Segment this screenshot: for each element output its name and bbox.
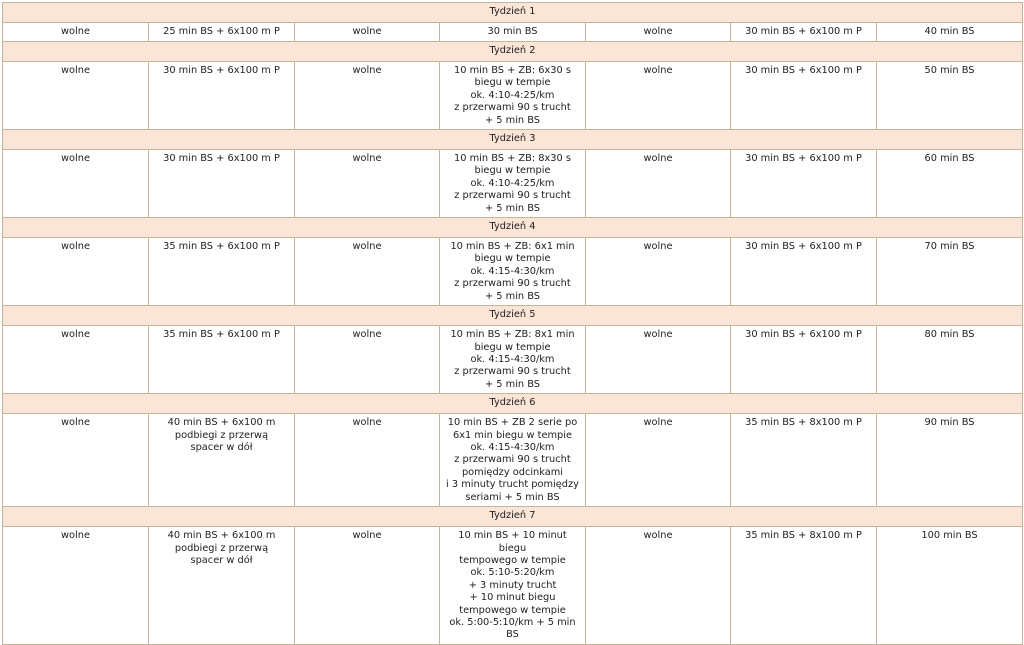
week-title: Tydzień 6 [3,394,1023,414]
week-days-row [3,238,1023,306]
day-cell-monday: wolne [3,414,149,507]
day-cell-monday: wolne [3,527,149,645]
day-cell-wednesday: wolne [295,23,440,42]
day-cell-friday: wolne [586,150,731,218]
day-cell-tuesday: 30 min BS + 6x100 m P [149,62,295,130]
day-cell-sunday: 70 min BS [877,238,1023,306]
training-plan-table [2,2,1023,645]
week-title: Tydzień 5 [3,306,1023,326]
week-header-row [3,42,1023,62]
day-cell-monday: wolne [3,326,149,394]
week-header-row [3,507,1023,527]
week-title: Tydzień 3 [3,130,1023,150]
day-cell-sunday: 80 min BS [877,326,1023,394]
day-cell-wednesday: wolne [295,238,440,306]
day-cell-friday: wolne [586,62,731,130]
week-header-row [3,3,1023,23]
day-cell-friday: wolne [586,238,731,306]
week-header-row [3,394,1023,414]
day-cell-tuesday: 40 min BS + 6x100 m podbiegi z przerwą spacer w dół [149,414,295,507]
week-title: Tydzień 2 [3,42,1023,62]
day-cell-friday: wolne [586,23,731,42]
day-cell-tuesday: 40 min BS + 6x100 m podbiegi z przerwą spacer w dół [149,527,295,645]
day-cell-sunday: 60 min BS [877,150,1023,218]
day-cell-monday: wolne [3,150,149,218]
week-days-row [3,23,1023,42]
day-cell-saturday: 30 min BS + 6x100 m P [731,62,877,130]
week-days-row [3,326,1023,394]
day-cell-thursday: 30 min BS [440,23,586,42]
day-cell-tuesday: 30 min BS + 6x100 m P [149,150,295,218]
day-cell-wednesday: wolne [295,326,440,394]
day-cell-friday: wolne [586,527,731,645]
day-cell-thursday: 10 min BS + 10 minut biegu tempowego w tempie ok. 5:10-5:20/km + 3 minuty trucht + 10 minut biegu tempowego w tempie ok. 5:00-5:10/km + 5 min BS [440,527,586,645]
day-cell-thursday: 10 min BS + ZB: 8x1 min biegu w tempie ok. 4:15-4:30/km z przerwami 90 s trucht + 5 min BS [440,326,586,394]
day-cell-saturday: 30 min BS + 6x100 m P [731,326,877,394]
day-cell-monday: wolne [3,238,149,306]
day-cell-wednesday: wolne [295,527,440,645]
day-cell-monday: wolne [3,62,149,130]
week-header-row [3,306,1023,326]
day-cell-saturday: 35 min BS + 8x100 m P [731,527,877,645]
day-cell-sunday: 40 min BS [877,23,1023,42]
week-days-row [3,62,1023,130]
day-cell-friday: wolne [586,414,731,507]
day-cell-saturday: 30 min BS + 6x100 m P [731,23,877,42]
day-cell-sunday: 50 min BS [877,62,1023,130]
day-cell-thursday: 10 min BS + ZB 2 serie po 6x1 min biegu w tempie ok. 4:15-4:30/km z przerwami 90 s trucht pomiędzy odcinkami i 3 minuty trucht pomiędzy seriami + 5 min BS [440,414,586,507]
day-cell-sunday: 90 min BS [877,414,1023,507]
day-cell-monday: wolne [3,23,149,42]
day-cell-sunday: 100 min BS [877,527,1023,645]
day-cell-wednesday: wolne [295,414,440,507]
day-cell-tuesday: 35 min BS + 6x100 m P [149,326,295,394]
week-header-row [3,218,1023,238]
day-cell-tuesday: 35 min BS + 6x100 m P [149,238,295,306]
day-cell-wednesday: wolne [295,62,440,130]
day-cell-thursday: 10 min BS + ZB: 6x30 s biegu w tempie ok. 4:10-4:25/km z przerwami 90 s trucht + 5 min BS [440,62,586,130]
day-cell-saturday: 30 min BS + 6x100 m P [731,238,877,306]
week-title: Tydzień 4 [3,218,1023,238]
day-cell-saturday: 30 min BS + 6x100 m P [731,150,877,218]
day-cell-wednesday: wolne [295,150,440,218]
day-cell-thursday: 10 min BS + ZB: 8x30 s biegu w tempie ok. 4:10-4:25/km z przerwami 90 s trucht + 5 min BS [440,150,586,218]
week-days-row [3,527,1023,645]
week-days-row [3,150,1023,218]
day-cell-friday: wolne [586,326,731,394]
week-title: Tydzień 1 [3,3,1023,23]
week-header-row [3,130,1023,150]
day-cell-saturday: 35 min BS + 8x100 m P [731,414,877,507]
day-cell-tuesday: 25 min BS + 6x100 m P [149,23,295,42]
week-title: Tydzień 7 [3,507,1023,527]
day-cell-thursday: 10 min BS + ZB: 6x1 min biegu w tempie ok. 4:15-4:30/km z przerwami 90 s trucht + 5 min BS [440,238,586,306]
week-days-row [3,414,1023,507]
